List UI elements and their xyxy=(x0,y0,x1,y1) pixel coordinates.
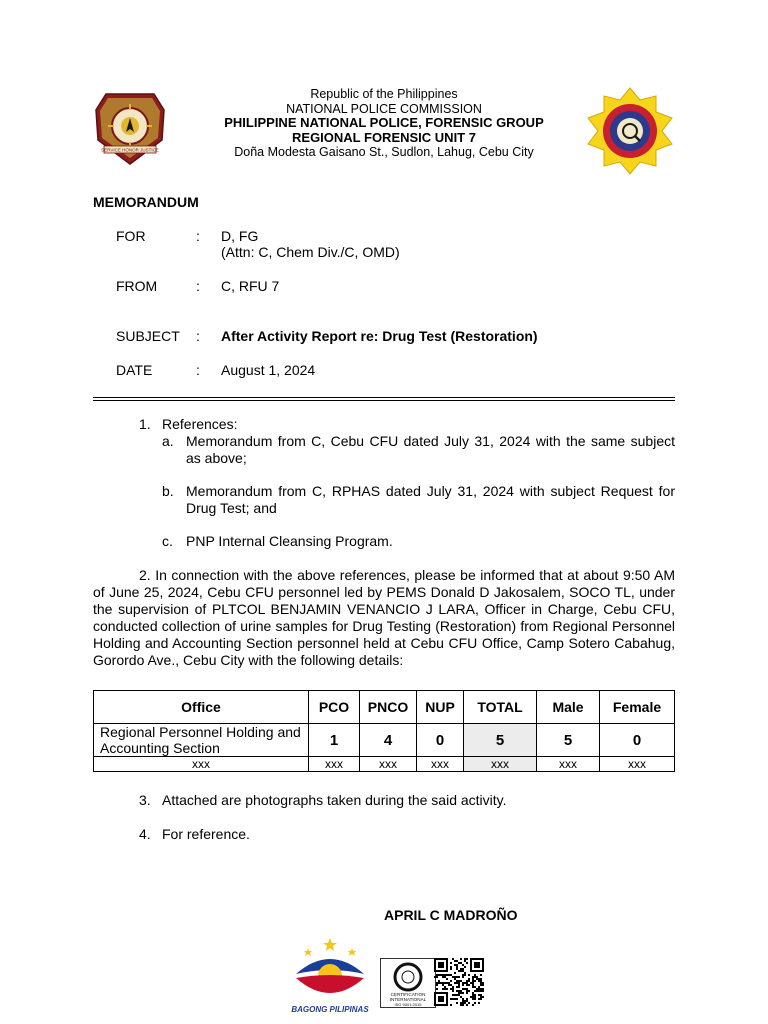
letterhead-pnp-fg: PHILIPPINE NATIONAL POLICE, FORENSIC GROUP xyxy=(224,115,544,131)
cell-total: 5 xyxy=(464,724,537,757)
cell-female: 0 xyxy=(600,724,675,757)
item4-text: For reference. xyxy=(162,826,250,842)
item3-number: 3. xyxy=(139,792,151,808)
cert-text-1: CERTIFICATION xyxy=(390,992,426,997)
ref-b-text: Memorandum from C, RPHAS dated July 31, 2024 with subject Request for Drug Test; and xyxy=(186,483,675,516)
memo-heading: MEMORANDUM xyxy=(93,194,199,210)
letterhead-republic: Republic of the Philippines xyxy=(310,87,458,101)
subject-value: After Activity Report re: Drug Test (Restoration) xyxy=(221,328,538,344)
from-label: FROM xyxy=(116,278,158,294)
cell-nup: xxx xyxy=(417,757,464,772)
header-male: Male xyxy=(537,691,600,724)
paragraph-2: 2. In connection with the above references, please be informed that at about 9:50 AM of June 25, 2024, Cebu CFU personnel led by PEMS Donald D Jakosalem, SOCO TL, under the supervision of PLTCOL BENJAMIN VENANCIO J LARA, Officer in Charge, Cebu CFU, conducted collection of urine samples for Drug Testing (Restoration) from Regional Personnel Holding and Accounting Section personnel held at Cebu CFU Office, Camp Sotero Cabahug, Gorordo Ave., Cebu City with the following details: xyxy=(93,567,675,668)
ref-c-text: PNP Internal Cleansing Program. xyxy=(186,533,393,549)
cert-text-3: ISO 9001:2015 xyxy=(394,1002,422,1007)
subject-label: SUBJECT xyxy=(116,328,180,344)
cell-pnco: 4 xyxy=(360,724,417,757)
header-pco: PCO xyxy=(309,691,360,724)
cell-office: Regional Personnel Holding and Accounting Section xyxy=(94,724,309,757)
cell-office: xxx xyxy=(94,757,309,772)
ref-b-number: b. xyxy=(162,483,174,499)
drug-test-table xyxy=(93,690,675,772)
cell-nup: 0 xyxy=(417,724,464,757)
item1-text: References: xyxy=(162,416,238,432)
cell-pco: 1 xyxy=(309,724,360,757)
letterhead-rfu7: REGIONAL FORENSIC UNIT 7 xyxy=(292,129,476,145)
date-colon: : xyxy=(196,362,200,378)
divider-bottom xyxy=(93,400,675,401)
header-office: Office xyxy=(94,691,309,724)
item1-number: 1. xyxy=(139,416,151,432)
header-total: TOTAL xyxy=(464,691,537,724)
iso-certification-logo xyxy=(380,958,436,1008)
cell-male: 5 xyxy=(537,724,600,757)
table-row xyxy=(94,724,675,757)
ref-c-number: c. xyxy=(162,533,173,549)
cell-female: xxx xyxy=(600,757,675,772)
table-header-row xyxy=(94,691,675,724)
from-colon: : xyxy=(196,278,200,294)
header-nup: NUP xyxy=(417,691,464,724)
letterhead-napolcom: NATIONAL POLICE COMMISSION xyxy=(286,101,482,116)
bagong-pilipinas-text: BAGONG PILIPINAS xyxy=(291,1005,369,1014)
pnp-seal-motto: SERVICE HONOR JUSTICE xyxy=(101,147,159,153)
for-attention: (Attn: C, Chem Div./C, OMD) xyxy=(221,244,400,260)
ref-a-number: a. xyxy=(162,433,174,449)
letterhead-address: Doña Modesta Gaisano St., Sudlon, Lahug, Cebu City xyxy=(234,145,534,160)
header-female: Female xyxy=(600,691,675,724)
signatory-name: APRIL C MADROÑO xyxy=(384,907,518,923)
ref-a-text: Memorandum from C, Cebu CFU dated July 31, 2024 with the same subject as above; xyxy=(186,433,675,466)
cell-pnco: xxx xyxy=(360,757,417,772)
letterhead xyxy=(200,87,568,160)
header-pnco: PNCO xyxy=(360,691,417,724)
pnp-seal-logo xyxy=(92,88,168,166)
subject-colon: : xyxy=(196,328,200,344)
cell-total: xxx xyxy=(464,757,537,772)
cert-text-2: INTERNATIONAL xyxy=(389,997,427,1002)
item3-text: Attached are photographs taken during the said activity. xyxy=(162,792,507,808)
bagong-pilipinas-logo xyxy=(284,936,376,1016)
table-row xyxy=(94,757,675,772)
for-colon: : xyxy=(196,228,200,244)
for-value: D, FG xyxy=(221,228,259,244)
forensic-group-seal-logo xyxy=(584,86,676,176)
cell-pco: xxx xyxy=(309,757,360,772)
for-label: FOR xyxy=(116,228,146,244)
cell-male: xxx xyxy=(537,757,600,772)
date-value: August 1, 2024 xyxy=(221,362,316,378)
divider-top xyxy=(93,397,675,398)
qr-code xyxy=(434,958,484,1006)
from-value: C, RFU 7 xyxy=(221,278,280,294)
item4-number: 4. xyxy=(139,826,151,842)
date-label: DATE xyxy=(116,362,153,378)
